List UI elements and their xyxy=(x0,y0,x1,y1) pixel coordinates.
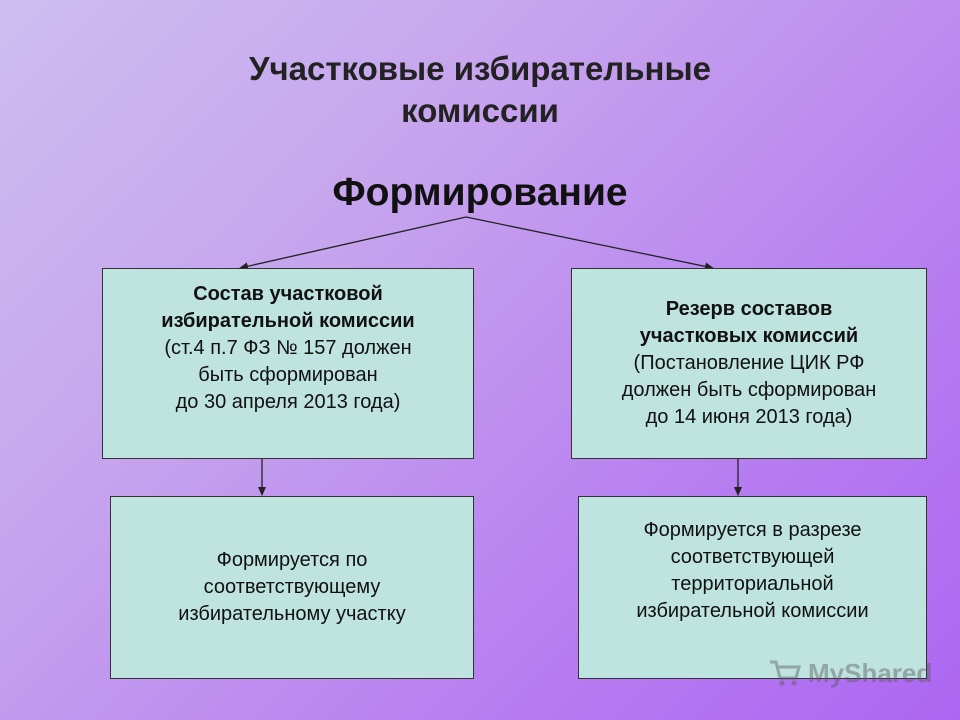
box-formed-per-territorial-commission xyxy=(578,496,927,679)
watermark-text: MyShared xyxy=(808,657,933,688)
box-commission-reserve xyxy=(571,268,927,459)
title-line-2: комиссии xyxy=(401,92,559,129)
box-bl-line-2: соответствующему xyxy=(203,576,381,598)
diagram-root-label: Формирование xyxy=(332,171,628,214)
arrow-root-to-left xyxy=(240,217,466,268)
box-tl-line-2: быть сформирован xyxy=(198,364,378,386)
box-formed-per-precinct xyxy=(110,496,474,679)
title-line-1: Участковые избирательные xyxy=(248,50,712,87)
box-tl-bold-1: Состав участковой xyxy=(193,283,383,305)
cart-icon xyxy=(768,658,802,688)
box-br-line-4: избирательной комиссии xyxy=(636,600,869,622)
box-bl-line-1: Формируется по xyxy=(216,549,368,571)
box-br-line-3: территориальной xyxy=(671,573,834,595)
box-tl-bold-2: избирательной комиссии xyxy=(161,310,415,332)
box-tr-line-2: должен быть сформирован xyxy=(621,379,877,401)
box-tl-line-3: до 30 апреля 2013 года) xyxy=(175,391,401,413)
box-tr-bold-2: участковых комиссий xyxy=(639,325,859,347)
box-tr-bold-1: Резерв составов xyxy=(665,298,833,320)
box-tr-line-1: (Постановление ЦИК РФ xyxy=(633,352,865,374)
box-tr-line-3: до 14 июня 2013 года) xyxy=(645,406,853,428)
box-br-line-2: соответствующей xyxy=(670,546,835,568)
box-br-line-1: Формируется в разрезе xyxy=(643,519,862,541)
box-bl-line-3: избирательному участку xyxy=(178,603,406,625)
arrow-root-to-right xyxy=(466,217,713,268)
box-commission-composition xyxy=(102,268,474,459)
myshared-watermark xyxy=(768,656,932,690)
box-tl-line-1: (ст.4 п.7 ФЗ № 157 должен xyxy=(164,337,412,359)
